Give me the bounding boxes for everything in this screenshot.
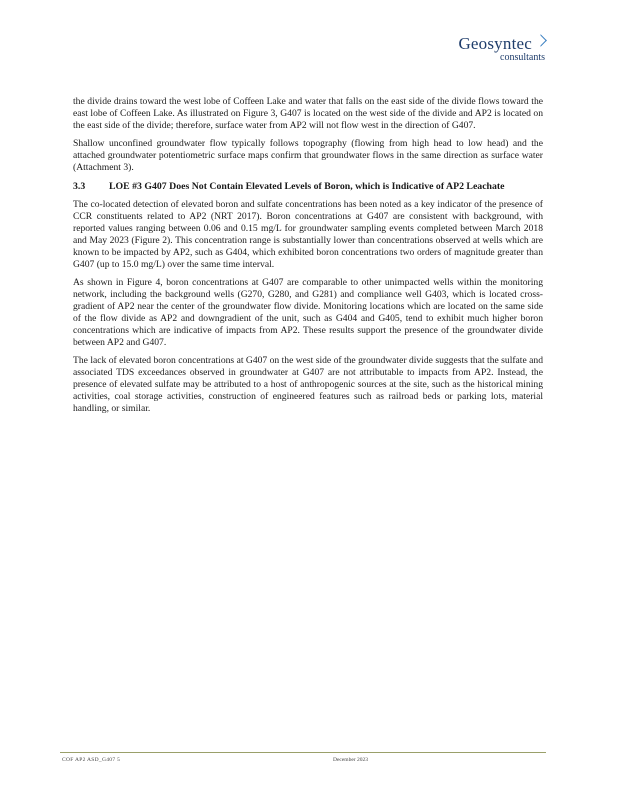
section-title: LOE #3 G407 Does Not Contain Elevated Levels of Boron, which is Indicative of AP2 Leachate [109,181,505,192]
company-logo [458,34,545,63]
section-heading [73,180,543,193]
document-body [73,96,543,421]
paragraph-boron-detection: The co-located detection of elevated boron and sulfate concentrations has been noted as a key indicator of the presence of CCR constituents related to AP2 (NRT 2017). Boron concentrations at G407 are consistent with background, with reported values ranging between 0.06 and 0.15 mg/L for groundwater sampling events completed between March 2018 and May 2023 (Figure 2). This concentration range is substantially lower than concentrations observed at wells which are known to be impacted by AP2, such as G404, which exhibited boron concentrations two orders of magnitude greater than G407 (up to 15.0 mg/L) over the same time interval. [73,199,543,270]
paragraph-divide-drainage: the divide drains toward the west lobe of Coffeen Lake and water that falls on the east side of the divide flows toward the east lobe of Coffeen Lake. As illustrated on Figure 3, G407 is located on the west side of the divide and AP2 is located on the east side of the divide; therefore, surface water from AP2 will not flow west in the direction of G407. [73,96,543,131]
company-tagline: consultants [500,52,545,63]
paragraph-groundwater-flow: Shallow unconfined groundwater flow typically follows topography (flowing from high head to low head) and the attached groundwater potentiometric surface maps confirm that groundwater flows in the same direction as surface water (Attachment 3). [73,138,543,173]
triangle-outline-icon [534,34,547,47]
paragraph-sulfate-conclusion: The lack of elevated boron concentrations at G407 on the west side of the groundwater divide suggests that the sulfate and associated TDS exceedances observed in groundwater at G407 are not attributable to impacts from AP2. Instead, the presence of elevated sulfate may be attributed to a host of anthropogenic sources at the site, such as the historical mining activities, coal storage activities, construction of engineered features such as railroad beds or parking lots, material handling, or similar. [73,355,543,414]
page-footer [60,752,546,767]
paragraph-boron-comparison: As shown in Figure 4, boron concentrations at G407 are comparable to other unimpacted wells within the monitoring network, including the background wells (G270, G280, and G281) and compliance well G403, which is located cross-gradient of AP2 near the center of the groundwater flow divide. Monitoring locations which are located on the same side of the flow divide as AP2 and downgradient of the unit, such as G404 and G405, tend to exhibit much higher boron concentrations which are indicative of impacts from AP2. These results support the presence of the groundwater divide between AP2 and G407. [73,277,543,348]
footer-document-id: COF AP2 ASD_G407 5 [62,757,121,763]
footer-date: December 2023 [333,757,368,763]
section-number: 3.3 [73,181,86,192]
company-name: Geosyntec [458,34,532,53]
